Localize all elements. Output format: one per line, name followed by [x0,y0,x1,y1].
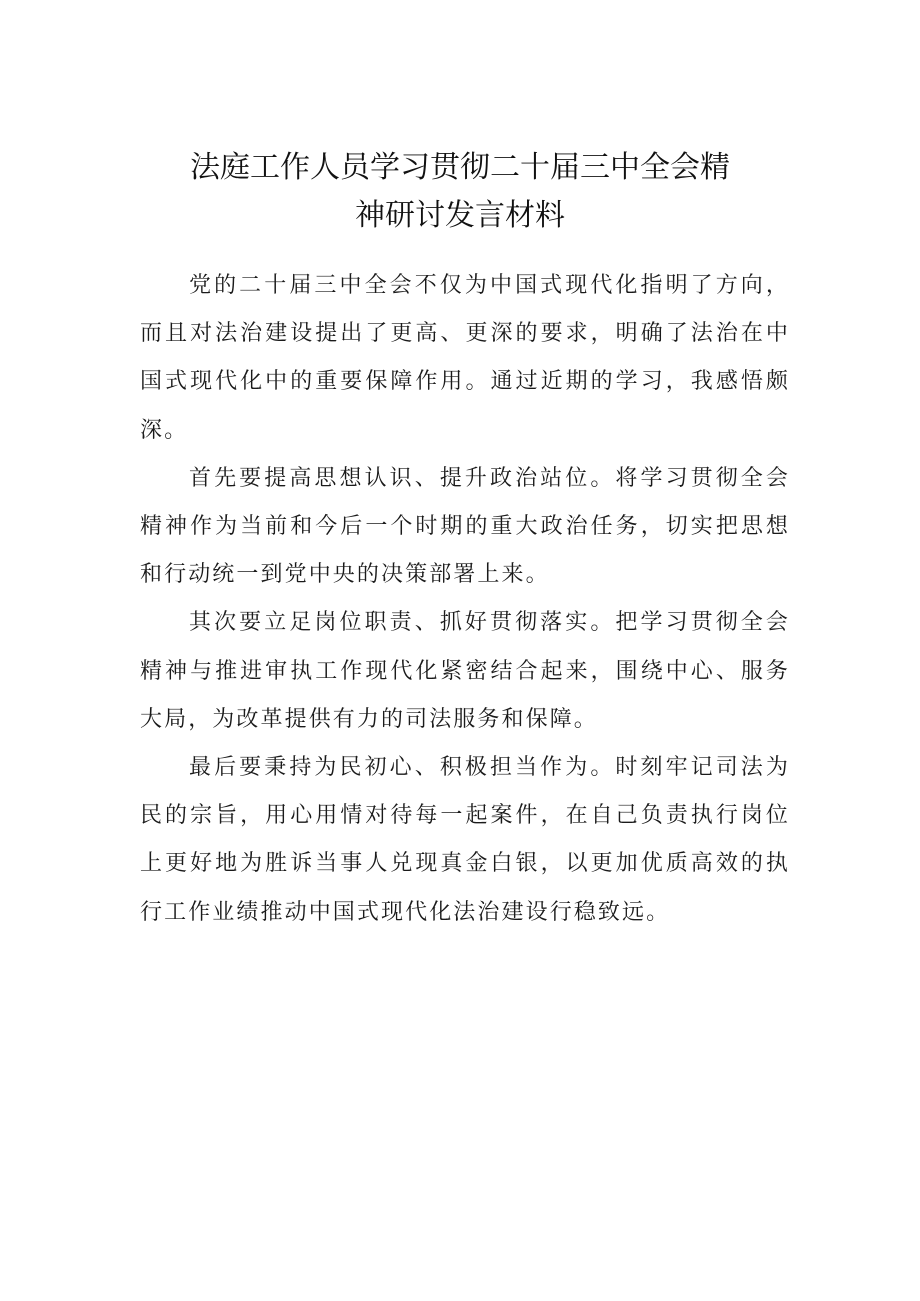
document-title [140,144,780,240]
paragraph-2 [140,455,790,600]
title-line-1: 法庭工作人员学习贯彻二十届三中全会精 [190,150,730,185]
paragraph-1 [140,262,790,455]
paragraph-3 [140,599,790,744]
paragraph-4 [140,744,790,937]
paragraph-1-text: 党的二十届三中全会不仅为中国式现代化指明了方向，而且对法治建设提出了更高、更深的要求，明确了法治在中国式现代化中的重要保障作用。通过近期的学习，我感悟颇深。 [140,273,790,443]
paragraph-2-text: 首先要提高思想认识、提升政治站位。将学习贯彻全会精神作为当前和今后一个时期的重大政治任务，切实把思想和行动统一到党中央的决策部署上来。 [140,465,790,588]
title-line-2: 神研讨发言材料 [355,198,565,233]
paragraph-3-text: 其次要立足岗位职责、抓好贯彻落实。把学习贯彻全会精神与推进审执工作现代化紧密结合起来，围绕中心、服务大局，为改革提供有力的司法服务和保障。 [140,610,790,732]
document-body [140,262,790,937]
paragraph-4-text: 最后要秉持为民初心、积极担当作为。时刻牢记司法为民的宗旨，用心用情对待每一起案件，在自己负责执行岗位上更好地为胜诉当事人兑现真金白银，以更加优质高效的执行工作业绩推动中国式现代化法治建设行稳致远。 [140,755,790,925]
